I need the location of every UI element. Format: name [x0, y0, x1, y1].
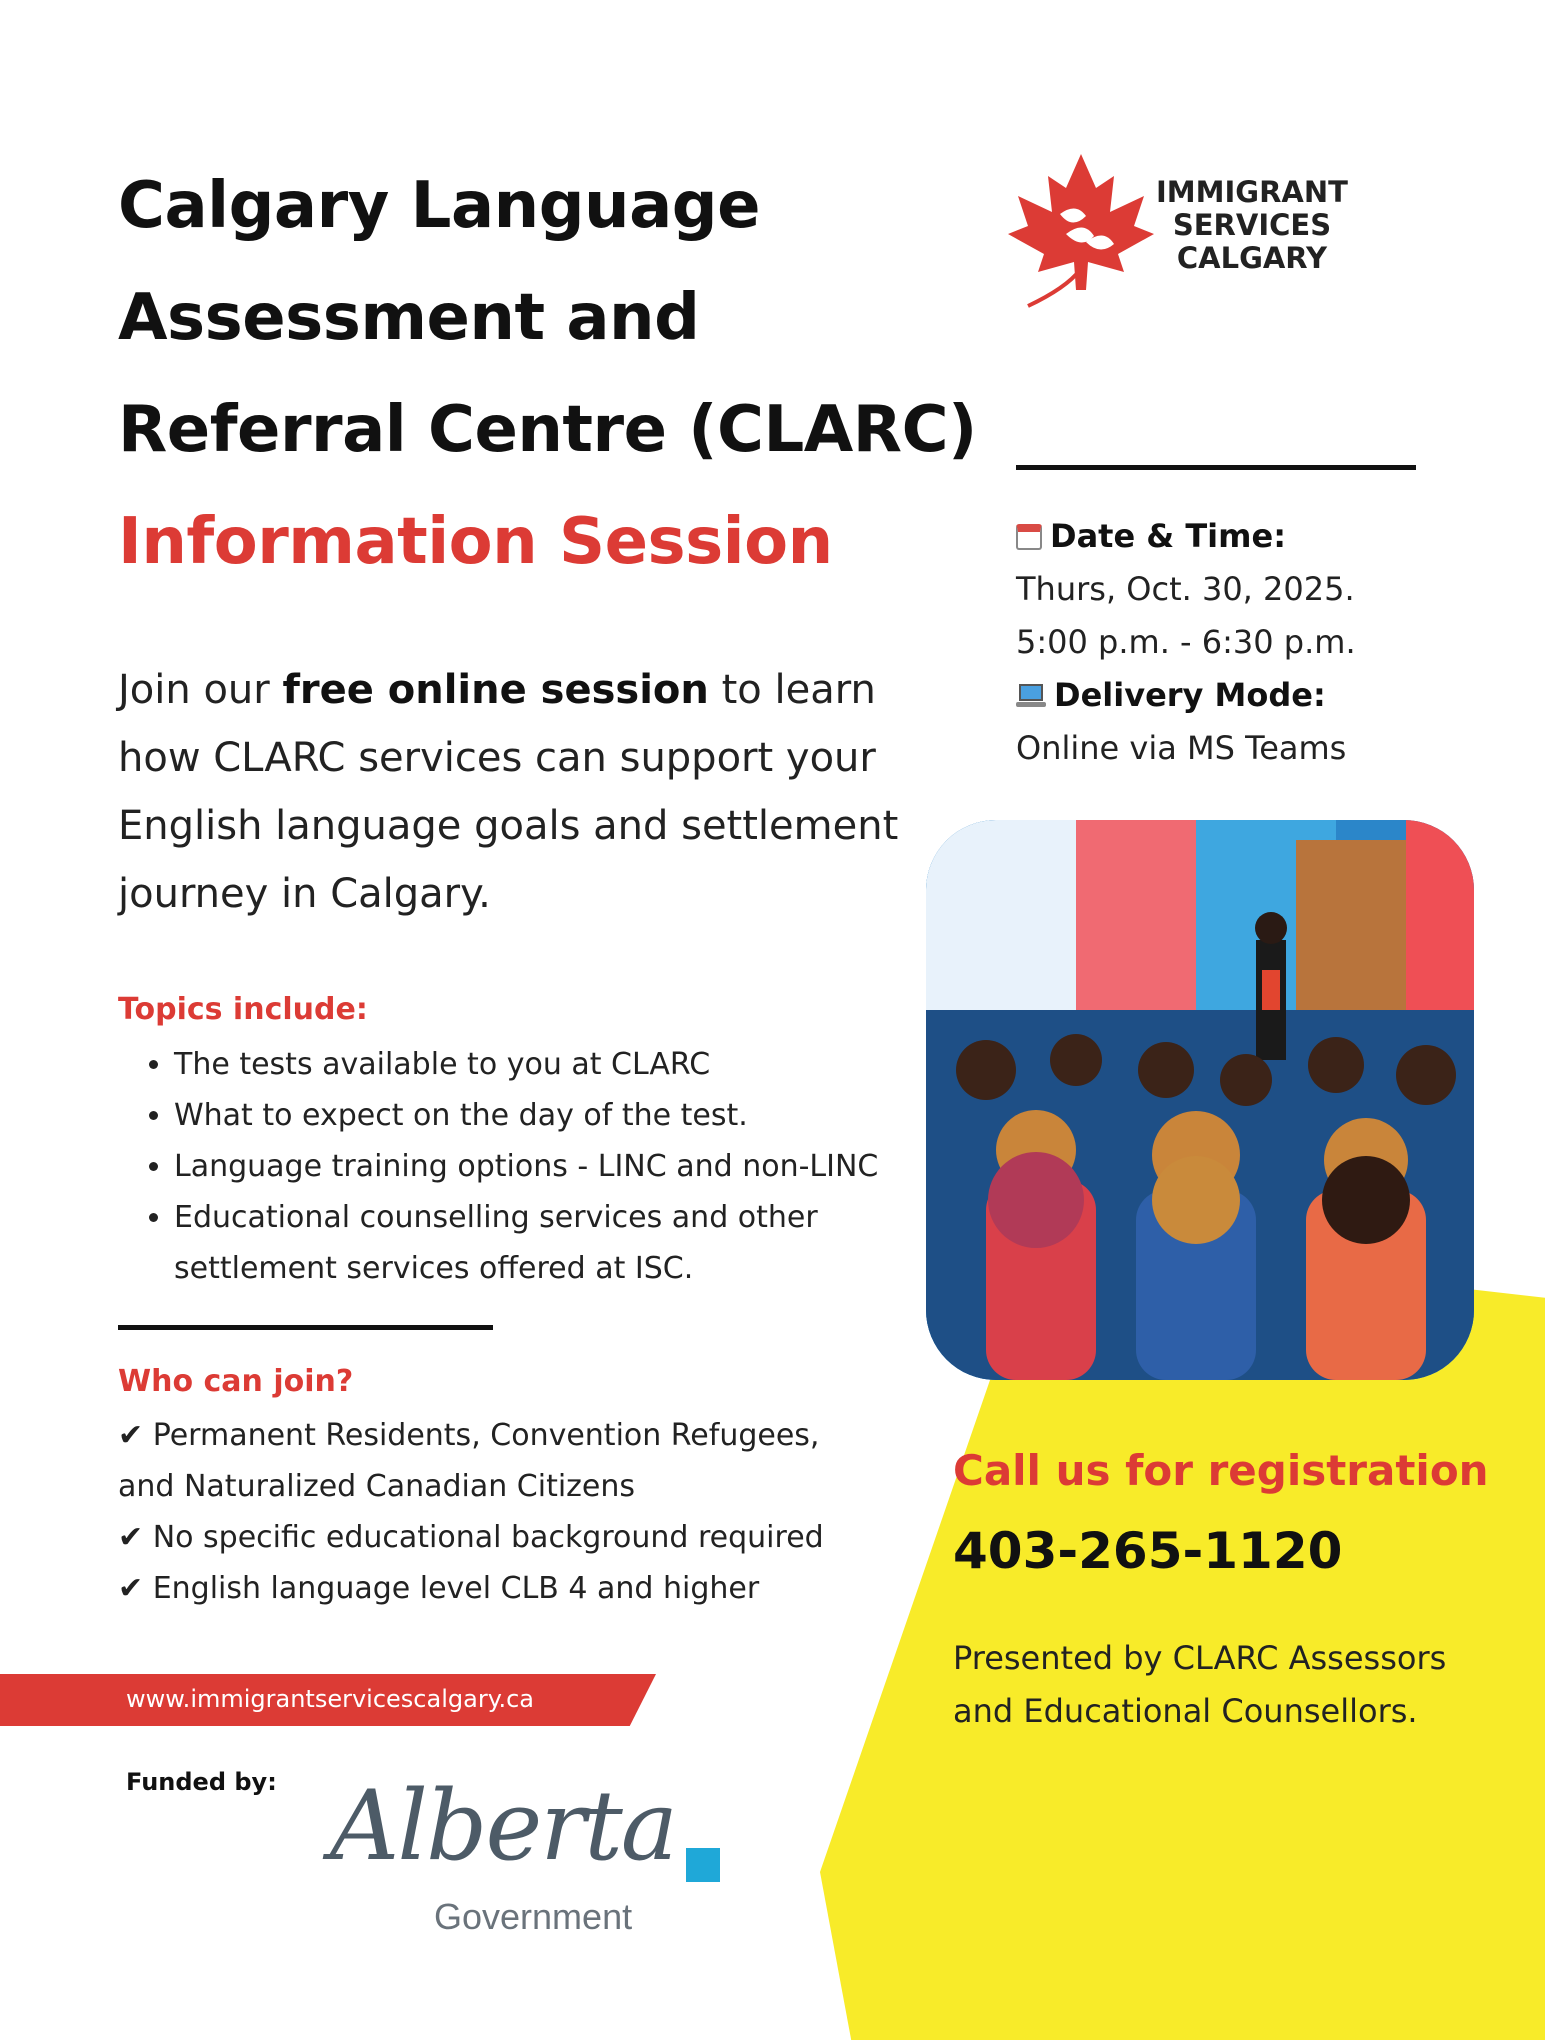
divider-right: [1016, 465, 1416, 470]
event-info: [1016, 510, 1476, 775]
mode-label-row: [1016, 669, 1476, 722]
topics-heading: Topics include:: [118, 992, 368, 1027]
maple-leaf-icon: [1006, 150, 1156, 310]
logo-line-3: CALGARY: [1176, 241, 1328, 275]
checkmark-icon: ✔: [118, 1418, 144, 1453]
page-subtitle: Information Session: [118, 505, 833, 579]
list-item: [118, 1512, 878, 1563]
list-item: • What to expect on the day of the test.: [174, 1090, 908, 1141]
who-heading: Who can join?: [118, 1364, 354, 1399]
title-line-1: Calgary Language: [118, 169, 760, 243]
website-link[interactable]: www.immigrantservicescalgary.ca: [126, 1685, 534, 1713]
who-item-text: English language level CLB 4 and higher: [152, 1571, 760, 1606]
laptop-icon: [1016, 684, 1046, 708]
classroom-photo: [926, 820, 1474, 1380]
call-label: Call us for registration: [953, 1446, 1489, 1495]
intro-text-before: Join our: [118, 667, 283, 713]
calendar-icon: [1016, 524, 1042, 550]
presenter-note: Presented by CLARC Assessors and Educational Counsellors.: [953, 1639, 1447, 1730]
title-line-2: Assessment and: [118, 281, 700, 355]
event-time: 5:00 p.m. - 6:30 p.m.: [1016, 623, 1356, 661]
intro-paragraph: [118, 656, 918, 928]
who-list: [118, 1410, 878, 1614]
alberta-logo-government: Government: [434, 1896, 633, 1937]
list-item: [118, 1563, 878, 1614]
list-item: [118, 1410, 878, 1512]
date-label-row: [1016, 510, 1476, 563]
mode-label: Delivery Mode:: [1054, 676, 1326, 714]
funded-by-label: Funded by:: [126, 1768, 277, 1796]
intro-text-after: to learn how CLARC services can support your English language goals and settlement journey in Calgary.: [118, 667, 899, 917]
phone-number[interactable]: 403-265-1120: [953, 1522, 1343, 1580]
logo-wordmark: [1156, 176, 1348, 275]
list-item: • Language training options - LINC and non-LINC: [174, 1141, 908, 1192]
checkmark-icon: ✔: [118, 1520, 144, 1555]
page-title: [118, 150, 1018, 598]
alberta-logo-script: Alberta: [330, 1770, 676, 1882]
divider-left: [118, 1325, 493, 1330]
who-item-text: No specific educational background required: [152, 1520, 824, 1555]
title-line-3: Referral Centre (CLARC): [118, 393, 977, 467]
who-item-text: Permanent Residents, Convention Refugees, and Naturalized Canadian Citizens: [118, 1418, 820, 1504]
list-item: • The tests available to you at CLARC: [174, 1039, 908, 1090]
date-label: Date & Time:: [1050, 517, 1286, 555]
event-mode: Online via MS Teams: [1016, 729, 1347, 767]
logo-line-1: IMMIGRANT: [1156, 175, 1348, 209]
alberta-logo-square: [686, 1848, 720, 1882]
checkmark-icon: ✔: [118, 1571, 144, 1606]
logo-line-2: SERVICES: [1172, 208, 1332, 242]
topics-list: [118, 1039, 908, 1294]
list-item: • Educational counselling services and other settlement services offered at ISC.: [174, 1192, 908, 1294]
event-date: Thurs, Oct. 30, 2025.: [1016, 570, 1355, 608]
intro-text-bold: free online session: [282, 667, 709, 713]
